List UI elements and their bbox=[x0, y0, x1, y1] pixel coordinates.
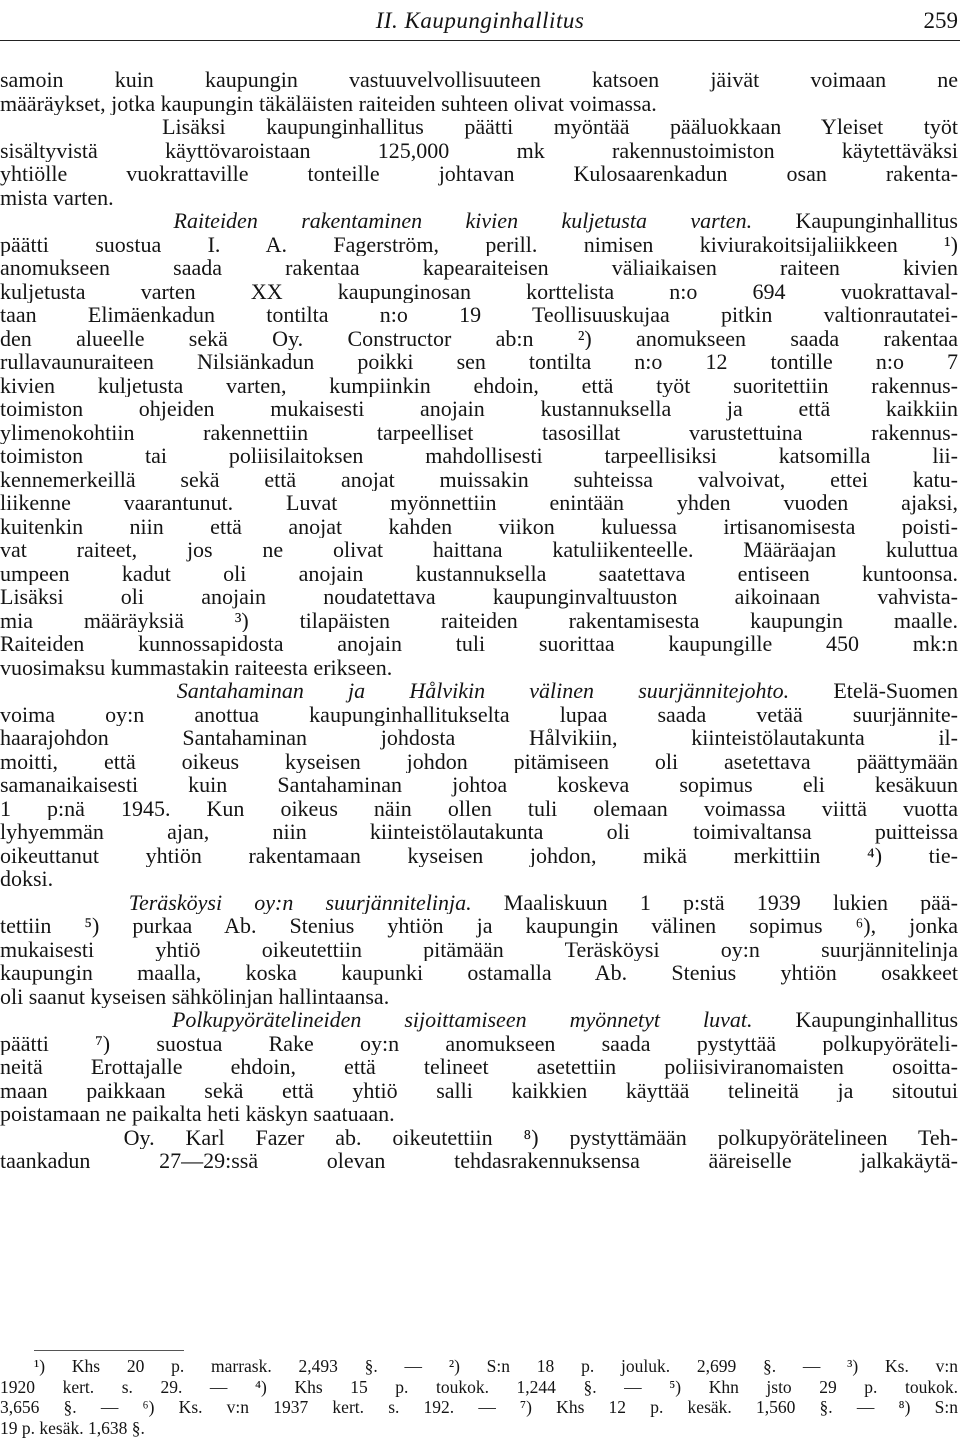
text-line bbox=[0, 750, 958, 774]
text-span: kennemerkeillä sekä että anojat muissakin suhteissa valvoivat, ettei katu- bbox=[0, 467, 958, 491]
text-line bbox=[0, 139, 958, 163]
text-line bbox=[0, 1126, 958, 1150]
text-line bbox=[0, 186, 958, 210]
text-span: Oy. Karl Fazer ab. oikeutettiin ⁸) pystyttämään polkupyörätelineen Teh- bbox=[0, 1125, 958, 1149]
text-span: Kaupunginhallitus bbox=[752, 1008, 958, 1032]
text-span: maan paikkaan sekä että yhtiö salli kaikkien käyttää telineitä ja sitoutui bbox=[0, 1078, 958, 1102]
text-line bbox=[0, 609, 958, 633]
text-line bbox=[0, 233, 958, 257]
text-line bbox=[0, 374, 958, 398]
text-span: oli saanut kyseisen sähkölinjan hallintaansa. bbox=[0, 984, 390, 1008]
text-span: päätti ⁷) suostua Rake oy:n anomukseen saada pystyttää polkupyöräteli- bbox=[0, 1031, 958, 1055]
header-rule bbox=[0, 40, 960, 41]
text-span: 1 p:nä 1945. Kun oikeus näin ollen tuli olemaan voimassa viittä vuotta bbox=[0, 796, 958, 820]
text-span: Raiteiden kunnossapidosta anojain tuli suorittaa kaupungille 450 mk:n bbox=[0, 632, 958, 656]
text-span: kaupungin maalla, koska kaupunki ostamalla Ab. Stenius yhtiön osakkeet bbox=[0, 961, 958, 985]
text-line bbox=[0, 1008, 958, 1032]
footnote-line: 3,656 §. — ⁶) Ks. v:n 1937 kert. s. 192. — ⁷) Khs 12 p. kesäk. 1,560 §. — ⁸) S:n bbox=[0, 1397, 958, 1417]
text-line bbox=[0, 327, 958, 351]
text-span: lyhyemmän ajan, niin kiinteistölautakunta oli toimivaltansa puitteissa bbox=[0, 820, 958, 844]
text-line bbox=[0, 1079, 958, 1103]
text-span: vat raiteet, jos ne olivat haittana katuliikenteelle. Määräajan kuluttua bbox=[0, 538, 958, 562]
text-span bbox=[0, 209, 174, 233]
text-span: moitti, että oikeus kyseisen johdon pitämiseen oli asetettava päättymään bbox=[0, 749, 958, 773]
text-span: samoin kuin kaupungin vastuuvelvollisuuteen katsoen jäivät voimaan ne bbox=[0, 68, 958, 92]
text-span: samanaikaisesti kuin Santahaminan johtoa koskeva sopimus eli kesäkuun bbox=[0, 773, 958, 797]
text-line bbox=[0, 515, 958, 539]
text-line bbox=[0, 421, 958, 445]
text-line bbox=[0, 162, 958, 186]
text-line bbox=[0, 397, 958, 421]
text-span: toimiston ohjeiden mukaisesti anojain kustannuksella ja että kaikkiin bbox=[0, 397, 958, 421]
text-span bbox=[0, 1008, 172, 1032]
text-span: toimiston tai poliisilaitoksen mahdollisesti tarpeellisiksi katsomilla lii- bbox=[0, 444, 958, 468]
text-line bbox=[0, 280, 958, 304]
text-line bbox=[0, 444, 958, 468]
text-span: Lisäksi oli anojain noudatettava kaupunginvaltuuston aikoinaan vahvista- bbox=[0, 585, 958, 609]
text-line bbox=[0, 491, 958, 515]
text-span: määräykset, jotka kaupungin täkäläisten raiteiden suhteen olivat voimassa. bbox=[0, 91, 657, 115]
text-line bbox=[0, 679, 958, 703]
text-span: voima oy:n anottua kaupunginhallitukselta lupaa saada vetää suurjännite- bbox=[0, 702, 958, 726]
text-line bbox=[0, 985, 958, 1009]
text-line bbox=[0, 1102, 958, 1126]
text-span: Maaliskuun 1 p:stä 1939 lukien pää- bbox=[471, 890, 958, 914]
section-heading: Polkupyörätelineiden sijoittamiseen myönnetyt luvat. bbox=[171, 1008, 753, 1032]
text-line bbox=[0, 844, 958, 868]
section-heading: Teräsköysi oy:n suurjännitelinja. bbox=[128, 890, 472, 914]
text-line bbox=[0, 867, 958, 891]
text-line bbox=[0, 797, 958, 821]
text-line bbox=[0, 703, 958, 727]
text-span: umpeen kadut oli anojain kustannuksella saatettava entiseen kuntoonsa. bbox=[0, 561, 958, 585]
text-span: haarajohdon Santahaminan johdosta Hålvikiin, kiinteistölautakunta il- bbox=[0, 726, 958, 750]
text-span: oikeuttanut yhtiön rakentamaan kyseisen johdon, mikä merkittiin ⁴) tie- bbox=[0, 843, 958, 867]
text-span: mista varten. bbox=[0, 185, 114, 209]
footnote-rule bbox=[34, 1350, 184, 1351]
text-line bbox=[0, 891, 958, 915]
text-line bbox=[0, 1149, 958, 1173]
text-line bbox=[0, 961, 958, 985]
text-span: doksi. bbox=[0, 867, 54, 891]
text-span: mia määräyksiä ³) tilapäisten raiteiden rakentamisesta kaupungin maalle. bbox=[0, 608, 958, 632]
text-span bbox=[0, 679, 177, 703]
text-line bbox=[0, 209, 958, 233]
text-line bbox=[0, 1055, 958, 1079]
text-line bbox=[0, 585, 958, 609]
text-span: neitä Erottajalle ehdoin, että telineet asetettiin poliisiviranomaisten osoitta- bbox=[0, 1055, 958, 1079]
text-span bbox=[0, 891, 129, 915]
text-line bbox=[0, 350, 958, 374]
text-line bbox=[0, 256, 958, 280]
page-header bbox=[0, 8, 960, 42]
footnote-line: 19 p. kesäk. 1,638 §. bbox=[0, 1417, 145, 1438]
text-line bbox=[0, 820, 958, 844]
text-span: den alueelle sekä Oy. Constructor ab:n ²) anomukseen saada rakentaa bbox=[0, 326, 958, 350]
text-span: vuosimaksu kummastakin raiteesta erikseen. bbox=[0, 655, 393, 679]
text-line bbox=[0, 938, 958, 962]
text-line bbox=[0, 68, 958, 92]
text-span: päätti suostua I. A. Fagerström, perill. nimisen kiviurakoitsijaliikkeen ¹) bbox=[0, 232, 958, 256]
text-span: Etelä-Suomen bbox=[789, 679, 958, 703]
text-line bbox=[0, 303, 958, 327]
text-line bbox=[0, 115, 958, 139]
text-span: tettiin ⁵) purkaa Ab. Stenius yhtiön ja kaupungin välinen sopimus ⁶), jonka bbox=[0, 914, 958, 938]
text-span: Kaupunginhallitus bbox=[752, 209, 958, 233]
text-line bbox=[0, 562, 958, 586]
text-span: poistamaan ne paikalta heti käskyn saatuaan. bbox=[0, 1102, 395, 1126]
text-span: kuljetusta varten XX kaupunginosan korttelista n:o 694 vuokrattaval- bbox=[0, 279, 958, 303]
footnote-line: ¹) Khs 20 p. marrask. 2,493 §. — ²) S:n 18 p. jouluk. 2,699 §. — ³) Ks. v:n bbox=[34, 1356, 958, 1376]
section-heading: Raiteiden rakentaminen kivien kuljetusta varten. bbox=[173, 209, 753, 233]
text-span: Lisäksi kaupunginhallitus päätti myöntää pääluokkaan Yleiset työt bbox=[0, 115, 958, 139]
text-span: anomukseen saada rakentaa kapearaiteisen väliaikaisen raiteen kivien bbox=[0, 256, 958, 280]
body-text bbox=[0, 68, 958, 1173]
text-span: yhtiölle vuokrattaville tonteille johtavan Kulosaarenkadun osan rakenta- bbox=[0, 162, 958, 186]
text-span: taan Elimäenkadun tontilta n:o 19 Teollisuuskujaa pitkin valtionrautatei- bbox=[0, 303, 958, 327]
text-line bbox=[0, 656, 958, 680]
section-heading: Santahaminan ja Hålvikin välinen suurjännitejohto. bbox=[176, 679, 790, 703]
text-line bbox=[0, 468, 958, 492]
text-line bbox=[0, 726, 958, 750]
text-line bbox=[0, 914, 958, 938]
footnotes bbox=[0, 1356, 958, 1438]
text-line bbox=[0, 538, 958, 562]
text-line bbox=[0, 632, 958, 656]
text-line bbox=[0, 1032, 958, 1056]
text-line bbox=[0, 92, 958, 116]
text-span: sisältyvistä käyttövaroistaan 125,000 mk rakennustoimiston käytettäväksi bbox=[0, 138, 958, 162]
text-span: ylimenokohtiin rakennettiin tarpeelliset tasosillat varustettuina rakennus- bbox=[0, 420, 958, 444]
footnote-line: 1920 kert. s. 29. — ⁴) Khs 15 p. toukok. 1,244 §. — ⁵) Khn jsto 29 p. toukok. bbox=[0, 1376, 958, 1397]
text-span: rullavaunuraiteen Nilsiänkadun poikki sen tontilta n:o 12 tontille n:o 7 bbox=[0, 350, 958, 374]
text-line bbox=[0, 773, 958, 797]
page-number: 259 bbox=[923, 8, 958, 33]
text-span: kuitenkin niin että anojat kahden viikon kuluessa irtisanomisesta poisti- bbox=[0, 514, 958, 538]
chapter-title: II. Kaupunginhallitus bbox=[375, 8, 585, 33]
text-span: taankadun 27—29:ssä olevan tehdasrakennuksensa ääreiselle jalkakäytä- bbox=[0, 1149, 958, 1173]
text-span: mukaisesti yhtiö oikeutettiin pitämään Teräsköysi oy:n suurjännitelinja bbox=[0, 937, 958, 961]
text-span: liikenne vaarantunut. Luvat myönnettiin enintään yhden vuoden ajaksi, bbox=[0, 491, 958, 515]
text-span: kivien kuljetusta varten, kumpiinkin ehdoin, että työt suoritettiin rakennus- bbox=[0, 373, 958, 397]
